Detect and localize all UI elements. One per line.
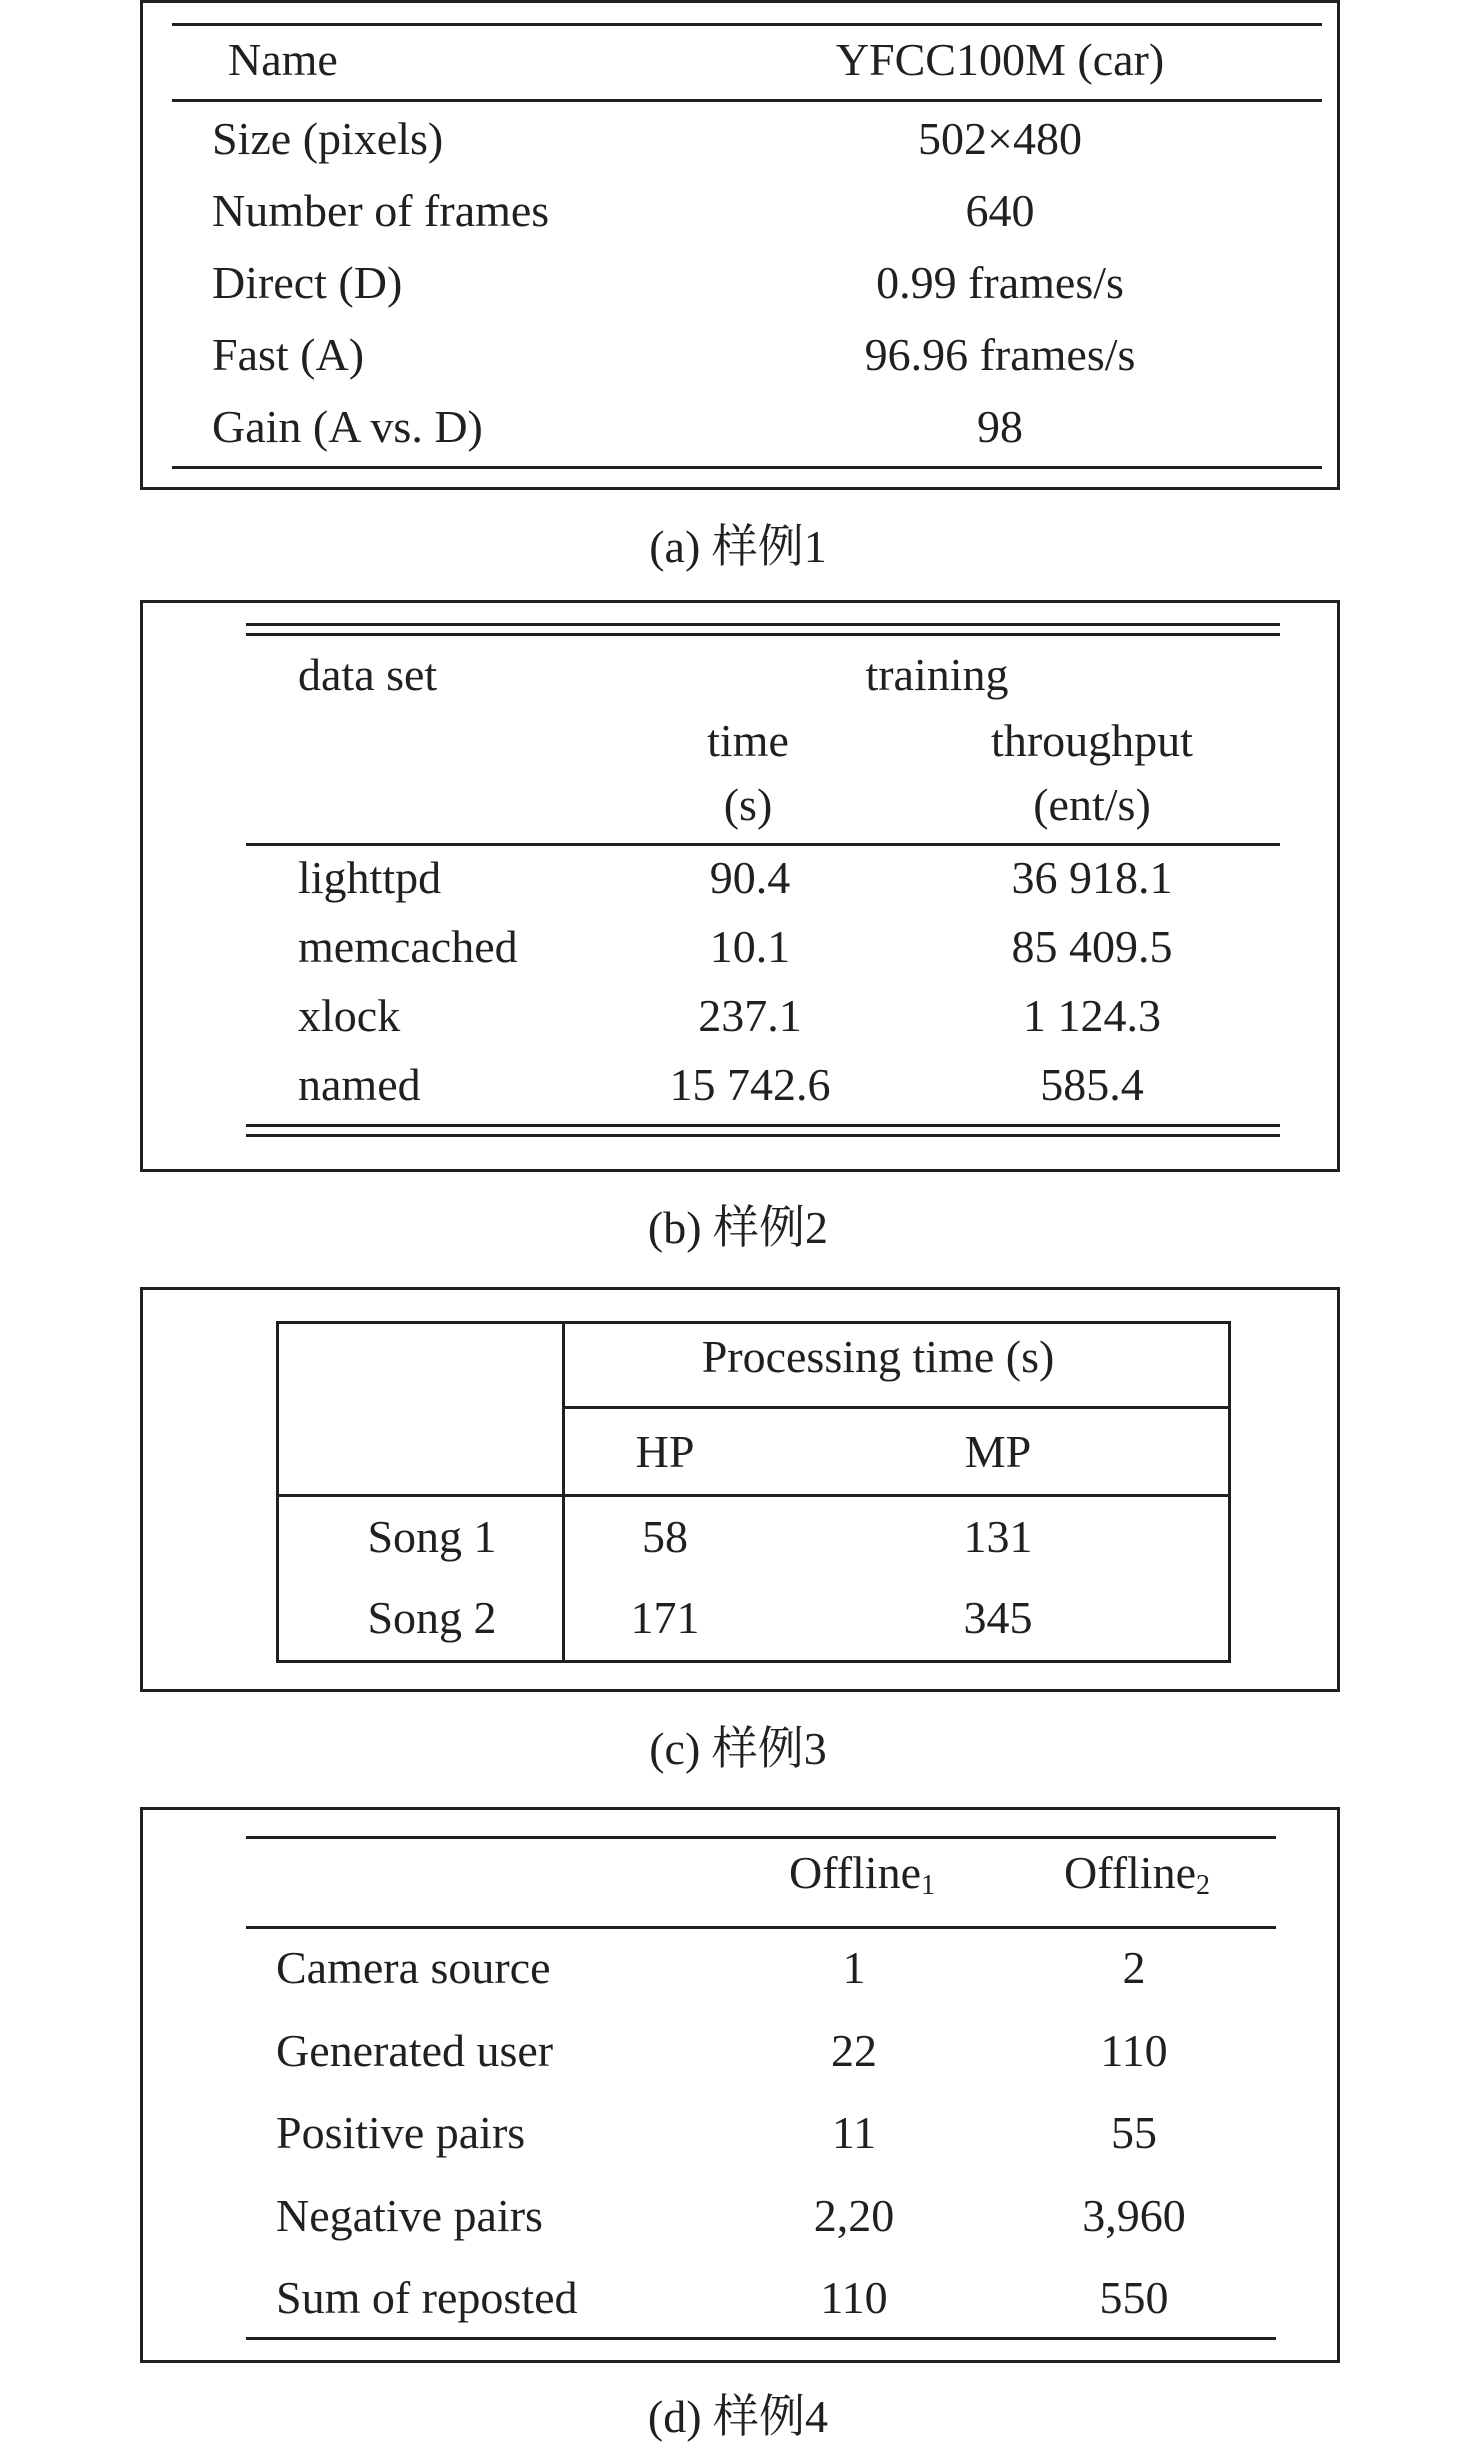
table-b-row-throughput: 36 918.1 [1011, 852, 1173, 903]
table-c-right-border [1228, 1321, 1231, 1663]
table-c-row-label: Song 2 [367, 1592, 497, 1643]
table-c-left-border [276, 1321, 279, 1663]
table-a-row-label: Fast (A) [212, 329, 365, 380]
table-c-header-hp: HP [635, 1426, 695, 1477]
table-c-row-label: Song 1 [367, 1511, 497, 1562]
table-a-row-label: Number of frames [212, 185, 550, 236]
table-c-caption: (c) 样例3 [649, 1723, 827, 1774]
table-a-header-rule [172, 99, 1322, 102]
table-c-subheader-rule [564, 1406, 1231, 1409]
table-d-bottom-rule [246, 2337, 1276, 2340]
table-b-row-name: lighttpd [298, 852, 442, 903]
table-c-bottom-border [276, 1660, 1231, 1663]
table-b-row-name: xlock [298, 990, 401, 1041]
table-d-row-v2: 550 [1099, 2272, 1169, 2323]
table-b-row-throughput: 585.4 [1040, 1059, 1144, 1110]
table-b-bottom-rule-1 [246, 1124, 1280, 1127]
table-b-row-time: 90.4 [709, 852, 791, 903]
table-a-row-value: 96.96 frames/s [864, 329, 1136, 380]
table-c-header-mp: MP [964, 1426, 1032, 1477]
table-b-row-throughput: 85 409.5 [1011, 921, 1173, 972]
table-a-row-value: 502×480 [918, 113, 1082, 164]
table-a-row-value: 98 [977, 401, 1023, 452]
table-d-row-label: Generated user [276, 2025, 554, 2076]
table-d-row-v1: 1 [842, 1942, 866, 1993]
table-a-header-name: Name [228, 34, 338, 85]
table-d-header-offline2-text: Offline [1063, 1847, 1197, 1898]
table-d-row-label: Camera source [276, 1942, 551, 1993]
table-b-bottom-rule-2 [246, 1134, 1280, 1137]
table-d-row-label: Positive pairs [276, 2107, 526, 2158]
table-d-row-v1: 110 [820, 2272, 888, 2323]
table-d-row-label: Sum of reposted [276, 2272, 578, 2323]
table-c-stub-divider [562, 1321, 565, 1663]
table-a-row-label: Direct (D) [212, 257, 403, 308]
table-a-header-value: YFCC100M (car) [835, 34, 1165, 85]
table-c-row-hp: 58 [642, 1511, 688, 1562]
table-a-top-rule [172, 23, 1322, 26]
table-b-header-time: time [707, 715, 789, 766]
table-b-header-throughput: throughput [991, 715, 1193, 766]
table-b-row-throughput: 1 124.3 [1023, 990, 1161, 1041]
table-a-bottom-rule [172, 466, 1322, 469]
table-c-header-group: Processing time (s) [701, 1331, 1055, 1382]
table-b-header-training: training [865, 649, 1009, 700]
table-b-row-time: 237.1 [698, 990, 802, 1041]
table-d-row-v1: 11 [831, 2107, 877, 2158]
table-d-row-v1: 2,20 [813, 2190, 895, 2241]
table-d-header-offline2 [1063, 1847, 1211, 1901]
table-c-header-rule [276, 1494, 1231, 1497]
table-d-row-label: Negative pairs [276, 2190, 543, 2241]
table-d-row-v2: 110 [1100, 2025, 1168, 2076]
table-a-row-value: 0.99 frames/s [876, 257, 1124, 308]
table-d-row-v2: 3,960 [1082, 2190, 1186, 2241]
table-c-row-hp: 171 [630, 1592, 700, 1643]
table-d-caption: (d) 样例4 [647, 2391, 829, 2442]
table-d-row-v2: 2 [1122, 1942, 1146, 1993]
table-b-row-name: named [298, 1059, 421, 1110]
table-d-row-v1: 22 [831, 2025, 877, 2076]
table-b-header-time-unit: (s) [723, 779, 773, 830]
table-d-header-offline1-text: Offline [788, 1847, 922, 1898]
table-b-header-dataset: data set [298, 649, 438, 700]
table-d-header-offline1 [788, 1847, 936, 1901]
table-a-row-label: Gain (A vs. D) [212, 401, 483, 452]
table-b-header-rule [246, 843, 1280, 846]
table-d-header-offline2-sub: 2 [1196, 1870, 1211, 1901]
table-d-top-rule [246, 1836, 1276, 1839]
table-b-row-time: 15 742.6 [669, 1059, 831, 1110]
table-c-row-mp: 131 [963, 1511, 1033, 1562]
table-a-row-label: Size (pixels) [212, 113, 444, 164]
table-b-top-rule-1 [246, 623, 1280, 626]
table-a-row-value: 640 [965, 185, 1035, 236]
table-a-caption: (a) 样例1 [649, 521, 827, 572]
table-c-top-border [276, 1321, 1231, 1324]
table-b-top-rule-2 [246, 633, 1280, 636]
table-b-row-time: 10.1 [709, 921, 791, 972]
table-b-caption: (b) 样例2 [647, 1202, 829, 1253]
table-d-header-offline1-sub: 1 [921, 1870, 936, 1901]
table-b-header-throughput-unit: (ent/s) [1033, 779, 1151, 830]
table-c-row-mp: 345 [963, 1592, 1033, 1643]
table-d-header-rule [246, 1926, 1276, 1929]
table-d-row-v2: 55 [1111, 2107, 1157, 2158]
table-b-row-name: memcached [298, 921, 518, 972]
